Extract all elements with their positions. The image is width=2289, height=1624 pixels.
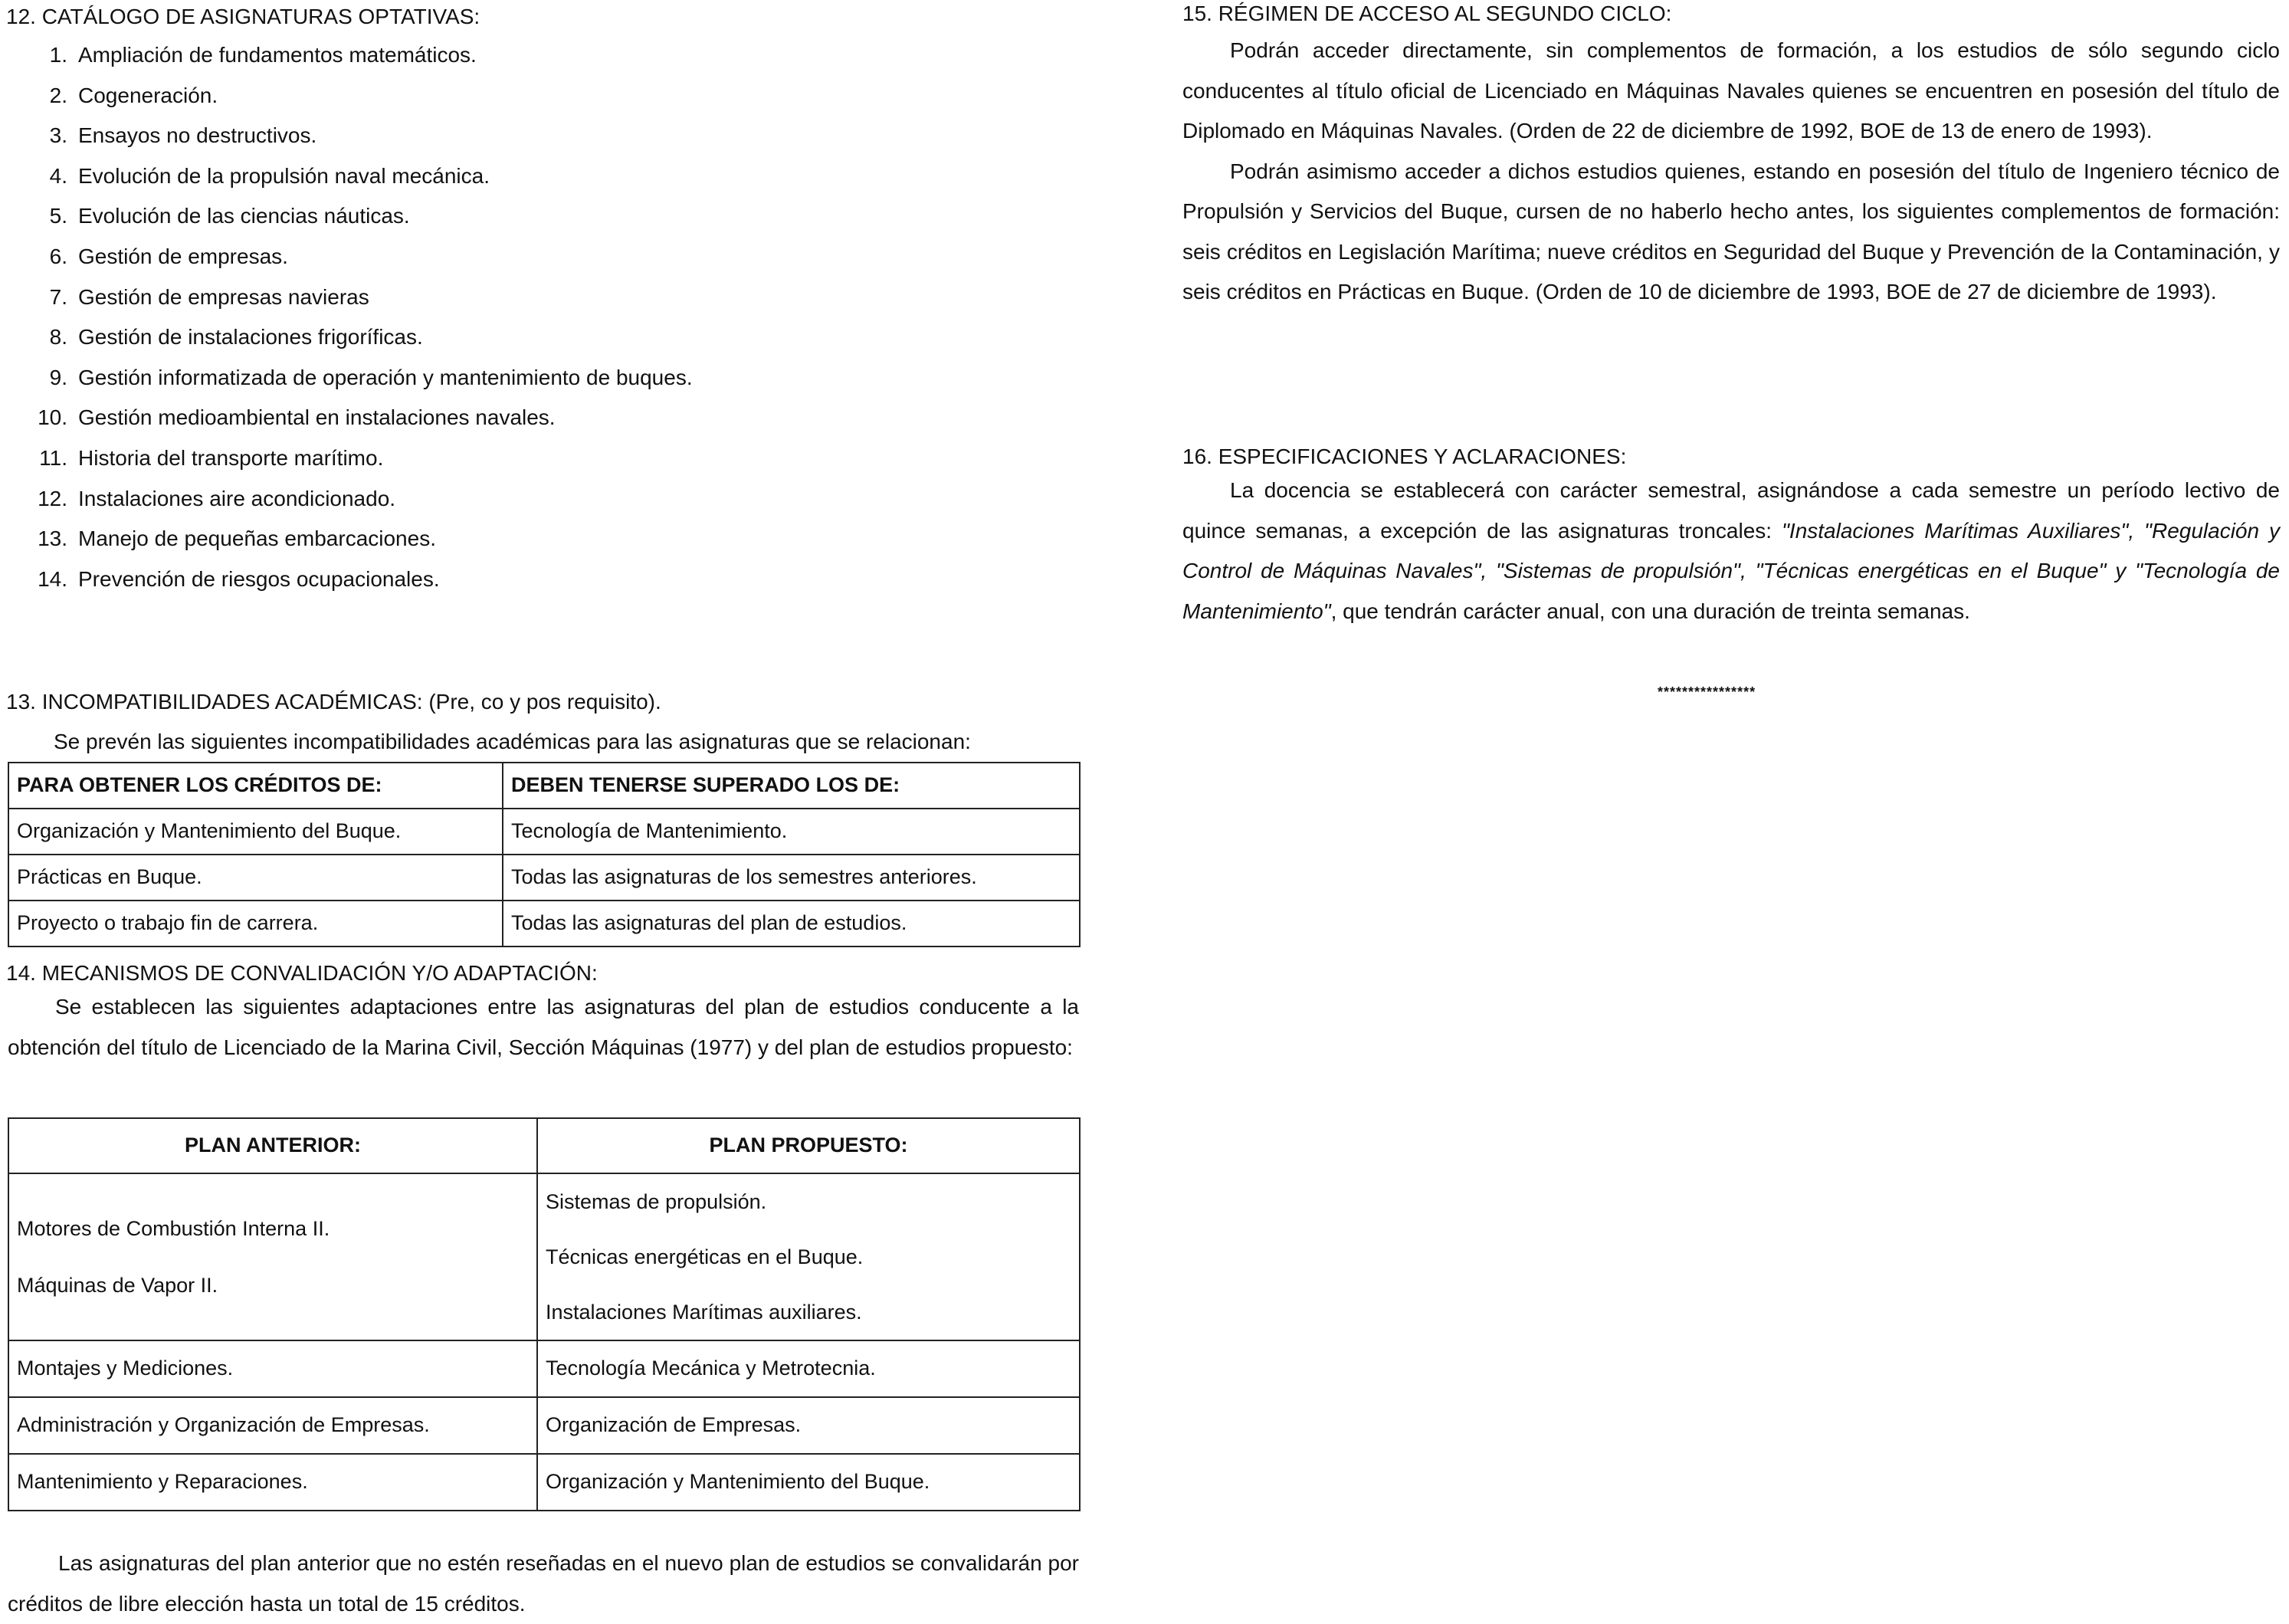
- table-header-row: [8, 1118, 1080, 1173]
- incompatibilities-table: [8, 762, 1081, 947]
- table-header: DEBEN TENERSE SUPERADO LOS DE:: [503, 763, 1080, 809]
- section-15-paragraph: Podrán acceder directamente, sin complementos de formación, a los estudios de sólo segundo ciclo conducentes al título oficial de Licenciado en Máquinas Navales quienes se encuentren en posesión del título de Diplomado en Máquinas Navales. (Orden de 22 de diciembre de 1992, BOE de 13 de enero de 1993).: [1182, 38, 2280, 143]
- table-row: [8, 1454, 1080, 1511]
- list-item: 12. Instalaciones aire acondicionado.: [38, 486, 396, 510]
- table-row: [8, 901, 1080, 947]
- list-item: 10. Gestión medioambiental en instalaciones navales.: [38, 405, 556, 430]
- end-mark: ****************: [1658, 684, 1756, 700]
- adaptation-table: [8, 1117, 1081, 1511]
- table-cell: Organización y Mantenimiento del Buque.: [537, 1454, 1080, 1511]
- list-item: 2. Cogeneración.: [49, 83, 218, 107]
- table-row: [8, 855, 1080, 901]
- list-item: 1. Ampliación de fundamentos matemáticos.: [49, 43, 477, 67]
- table-row: [8, 1397, 1080, 1454]
- table-cell: Proyecto o trabajo fin de carrera.: [8, 901, 503, 947]
- table-header: PLAN ANTERIOR:: [8, 1118, 537, 1173]
- table-header-row: [8, 763, 1080, 809]
- section-14-intro: Se establecen las siguientes adaptaciones entre las asignaturas del plan de estudios conducente a la obtención del título de Licenciado de la Marina Civil, Sección Máquinas (1977) y del plan de estudios propuesto:: [8, 995, 1079, 1059]
- cell-line: Sistemas de propulsión.: [546, 1190, 767, 1213]
- section-15-heading: 15. RÉGIMEN DE ACCESO AL SEGUNDO CICLO:: [1182, 2, 1672, 25]
- list-item: 11. Historia del transporte marítimo.: [39, 445, 384, 470]
- table-cell: Tecnología de Mantenimiento.: [503, 809, 1080, 855]
- section-15-paragraph: Podrán asimismo acceder a dichos estudios quienes, estando en posesión del título de Ingeniero técnico de Propulsión y Servicios del Buque, cursen de no haberlo hecho antes, los siguientes complementos de formación: seis créditos en Legislación Marítima; nueve créditos en Seguridad del Buque y Prevención de la Contaminación, y seis créditos en Prácticas en Buque. (Orden de 10 de diciembre de 1993, BOE de 27 de diciembre de 1993).: [1182, 159, 2280, 303]
- list-item: 8. Gestión de instalaciones frigoríficas.: [49, 325, 423, 349]
- table-row: [8, 1173, 1080, 1340]
- list-item: 14. Prevención de riesgos ocupacionales.: [38, 566, 440, 591]
- section-16-paragraph: La docencia se establecerá con carácter semestral, asignándose a cada semestre un período lectivo de quince semanas, a excepción de las asignaturas troncales: "Instalaciones Marítimas Auxiliares", "Regulación y Control de Máquinas Navales", "Sistemas de propulsión", "Técnicas energéticas en el Buque" y "Tecnología de Mantenimiento", que tendrán carácter anual, con una duración de treinta semanas.: [1182, 478, 2280, 623]
- table-row: [8, 809, 1080, 855]
- cell-line: Motores de Combustión Interna II.: [17, 1217, 330, 1240]
- list-item: 13. Manejo de pequeñas embarcaciones.: [38, 527, 436, 551]
- list-item: 3. Ensayos no destructivos.: [49, 123, 317, 148]
- section-12-heading: 12. CATÁLOGO DE ASIGNATURAS OPTATIVAS:: [6, 5, 480, 28]
- section-15-body: [1182, 31, 2280, 313]
- section-14-closing: Las asignaturas del plan anterior que no estén reseñadas en el nuevo plan de estudios se convalidarán por créditos de libre elección hasta un total de 15 créditos.: [8, 1551, 1079, 1616]
- section-13-intro: Se prevén las siguientes incompatibilidades académicas para las asignaturas que se relacionan:: [54, 730, 971, 753]
- list-item: 4. Evolución de la propulsión naval mecánica.: [49, 163, 490, 188]
- table-row: [8, 1340, 1080, 1397]
- table-cell: Prácticas en Buque.: [8, 855, 503, 901]
- table-cell: [537, 1173, 1080, 1340]
- table-cell: Todas las asignaturas del plan de estudios.: [503, 901, 1080, 947]
- table-header: PARA OBTENER LOS CRÉDITOS DE:: [8, 763, 503, 809]
- cell-line: Técnicas energéticas en el Buque.: [546, 1245, 864, 1268]
- table-cell: [8, 1173, 537, 1340]
- table-cell: Todas las asignaturas de los semestres anteriores.: [503, 855, 1080, 901]
- list-item: 6. Gestión de empresas.: [49, 244, 288, 268]
- section-16-heading: 16. ESPECIFICACIONES Y ACLARACIONES:: [1182, 445, 1627, 468]
- table-cell: Montajes y Mediciones.: [8, 1340, 537, 1397]
- optional-subjects-list: [14, 41, 693, 605]
- cell-line: Instalaciones Marítimas auxiliares.: [546, 1301, 862, 1324]
- table-cell: Administración y Organización de Empresas.: [8, 1397, 537, 1454]
- list-item: 5. Evolución de las ciencias náuticas.: [49, 204, 410, 228]
- table-cell: Tecnología Mecánica y Metrotecnia.: [537, 1340, 1080, 1397]
- table-cell: Mantenimiento y Reparaciones.: [8, 1454, 537, 1511]
- cell-line: Máquinas de Vapor II.: [17, 1274, 218, 1297]
- list-item: 7. Gestión de empresas navieras: [49, 284, 369, 309]
- section-14-heading: 14. MECANISMOS DE CONVALIDACIÓN Y/O ADAPTACIÓN:: [6, 961, 598, 985]
- list-item: 9. Gestión informatizada de operación y mantenimiento de buques.: [49, 365, 693, 389]
- table-cell: Organización y Mantenimiento del Buque.: [8, 809, 503, 855]
- section-13-heading: 13. INCOMPATIBILIDADES ACADÉMICAS: (Pre, co y pos requisito).: [6, 690, 661, 714]
- table-header: PLAN PROPUESTO:: [537, 1118, 1080, 1173]
- table-cell: Organización de Empresas.: [537, 1397, 1080, 1454]
